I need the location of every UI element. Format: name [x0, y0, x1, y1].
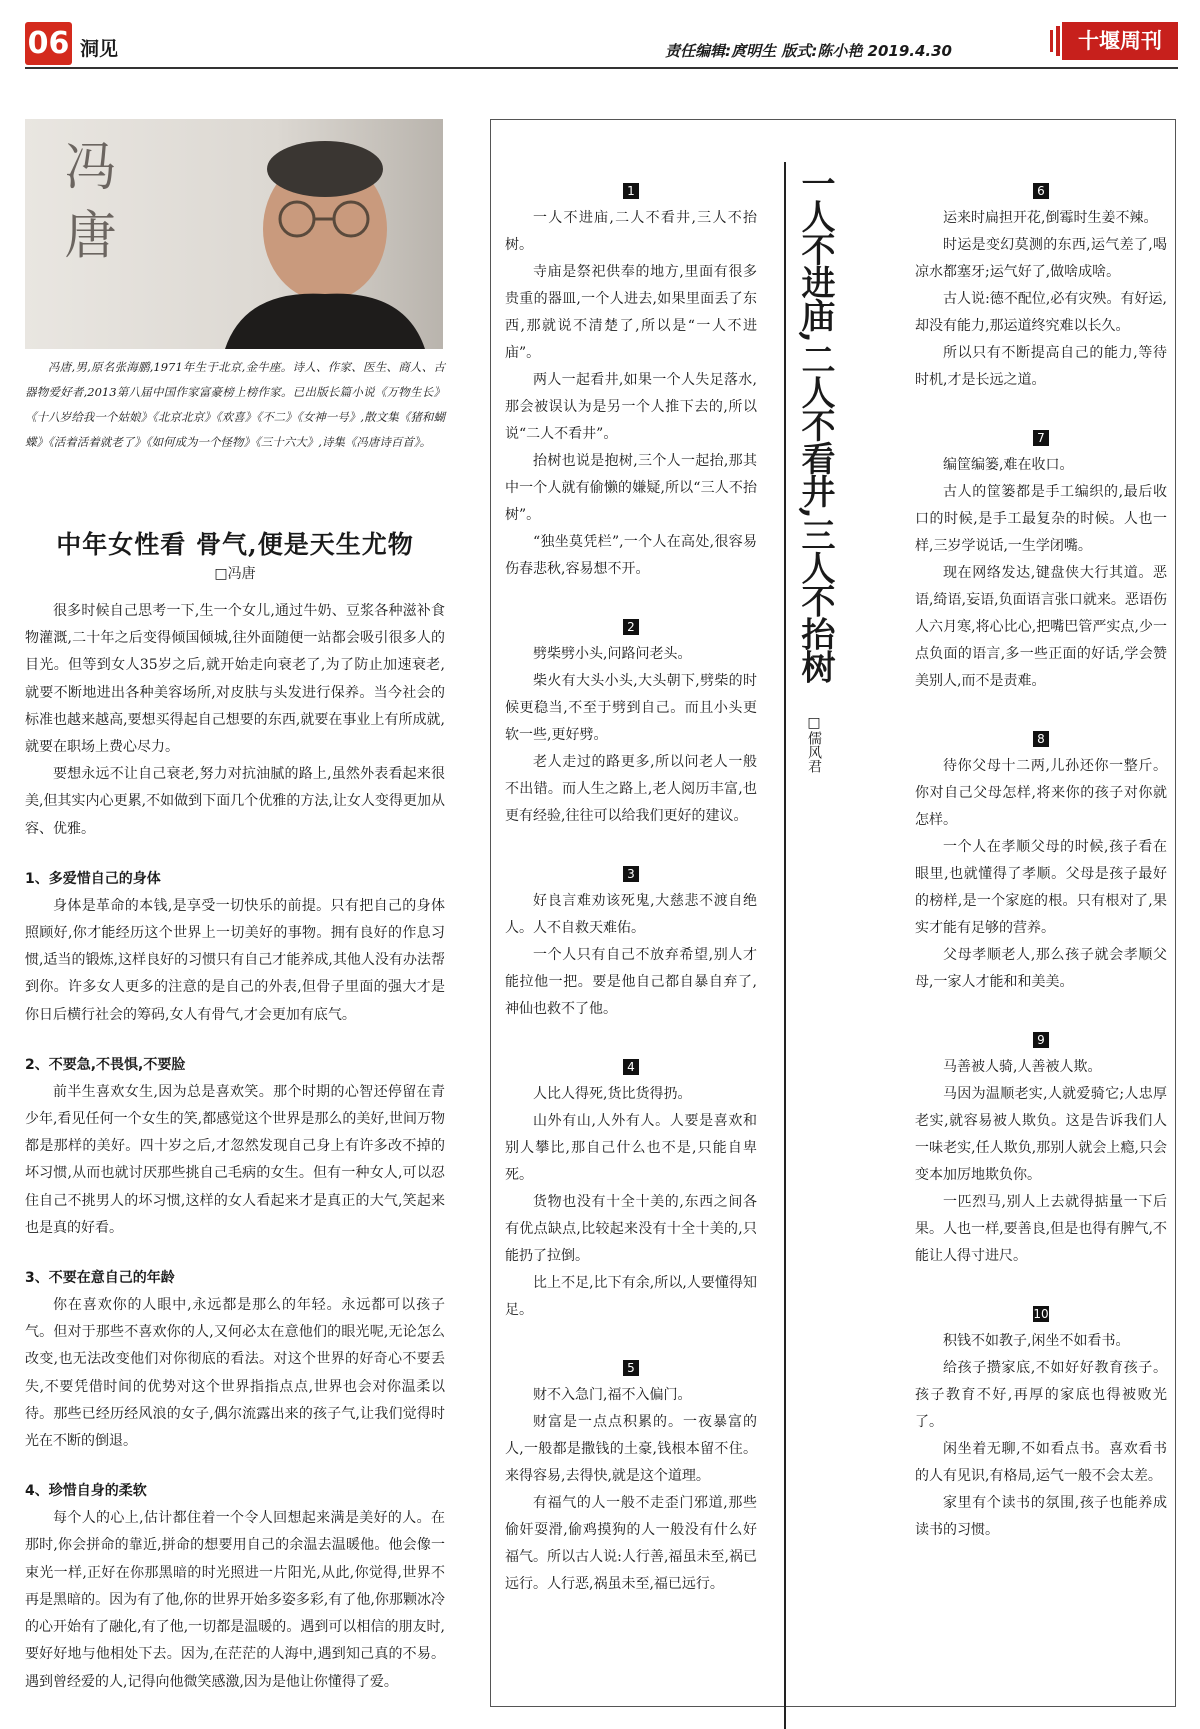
- proverb-number-badge: 3: [623, 866, 639, 882]
- proverb-number-badge: 10: [1033, 1307, 1049, 1321]
- masthead-logo: 十堰周刊: [1062, 22, 1178, 60]
- proverb-paragraph: 马善被人骑,人善被人欺。: [943, 1059, 1102, 1075]
- intro-paragraph: 要想永远不让自己衰老,努力对抗油腻的路上,虽然外表看起来很美,但其实内心更累,不如做到下面几个优雅的方法,让女人变得更加从容、优雅。: [25, 766, 445, 837]
- article-body: [25, 598, 445, 1696]
- proverb-paragraph: 现在网络发达,键盘侠大行其道。恶语,绮语,妄语,负面语言张口就来。恶语伤人六月寒,将心比心,把嘴巴管严实点,少一点负面的语言,多一些正面的好话,学会赞美别人,而不是责难。: [915, 565, 1167, 689]
- proverb-paragraph: 时运是变幻莫测的东西,运气差了,喝凉水都塞牙;运气好了,做啥成啥。: [915, 237, 1167, 280]
- proverb-paragraph: 所以只有不断提高自己的能力,等待时机,才是长远之道。: [915, 345, 1167, 388]
- proverb-number-badge: 2: [623, 619, 639, 635]
- page-number: 06: [25, 22, 72, 65]
- section-heading: 3、不要在意自己的年龄: [25, 1270, 175, 1287]
- proverb-paragraph: 编筐编篓,难在收口。: [943, 457, 1074, 473]
- proverb-paragraph: 有福气的人一般不走歪门邪道,那些偷奸耍滑,偷鸡摸狗的人一般没有什么好福气。所以古人说:人行善,福虽未至,祸已远行。人行恶,祸虽未至,福已远行。: [505, 1495, 757, 1592]
- proverb-paragraph: 好良言难劝该死鬼,大慈悲不渡自绝人。人不自救天难佑。: [505, 893, 757, 936]
- proverb-paragraph: 人比人得死,货比货得扔。: [533, 1086, 692, 1102]
- proverb-block: [915, 183, 1167, 394]
- proverb-paragraph: “独坐莫凭栏”,一个人在高处,很容易伤春悲秋,容易想不开。: [505, 534, 757, 577]
- proverbs-column-2: [915, 183, 1167, 1580]
- section-paragraph: 每个人的心上,估计都住着一个令人回想起来满是美好的人。在那时,你会拼命的靠近,拼命的想要用自己的余温去温暖他。他会像一束光一样,正好在你那黑暗的时光照进一片阳光,从此,你觉得,世界不再是黑暗的。因为有了他,你的世界开始多姿多彩,有了他,你那颗冰冷的心开始有了融化,有了他,一切都是温暖的。遇到可以相信的朋友时,要好好地与他相处下去。因为,在茫茫的人海中,遇到知己真的不易。遇到曾经爱的人,记得向他微笑感激,因为是他让你懂得了爱。: [25, 1510, 445, 1690]
- proverb-paragraph: 待你父母十二两,儿孙还你一整斤。你对自己父母怎样,将来你的孩子对你就怎样。: [915, 758, 1167, 828]
- proverb-paragraph: 一匹烈马,别人上去就得掂量一下后果。人也一样,要善良,但是也得有脾气,不能让人得寸进尺。: [915, 1194, 1167, 1264]
- proverb-paragraph: 马因为温顺老实,人就爱骑它;人忠厚老实,就容易被人欺负。这是告诉我们人一味老实,任人欺负,那别人就会上瘾,只会变本加厉地欺负你。: [915, 1086, 1167, 1183]
- proverb-paragraph: 财不入急门,福不入偏门。: [533, 1387, 692, 1403]
- author-caption: [25, 355, 445, 455]
- proverb-block: [915, 731, 1167, 996]
- section-heading: 2、不要急,不畏惧,不要脸: [25, 1056, 186, 1073]
- section-heading: 4、珍惜自身的柔软: [25, 1483, 147, 1500]
- proverb-block: [505, 619, 757, 830]
- editor-credits: 责任编辑:庹明生 版式:陈小艳 2019.4.30: [665, 42, 952, 60]
- proverb-block: [505, 1360, 757, 1598]
- proverb-paragraph: 两人一起看井,如果一个人失足落水,那会被误认为是另一个人推下去的,所以说“二人不看井”。: [505, 372, 757, 442]
- section-paragraph: 身体是革命的本钱,是享受一切快乐的前提。只有把自己的身体照顾好,你才能经历这个世界上一切美好的事物。拥有良好的作息习惯,适当的锻炼,这样良好的习惯只有自己才能养成,其他人没有办法帮到你。许多女人更多的注意的是自己的外表,但骨子里面的强大才是你日后横行社会的筹码,女人有骨气,才会更加有底气。: [25, 897, 445, 1023]
- section-name: 洞见: [80, 38, 119, 60]
- proverb-number-badge: 7: [1033, 430, 1049, 446]
- proverb-number-badge: 6: [1033, 183, 1049, 199]
- sidebar-title: 一人不进庙,二人不看井,三人不抬树: [795, 166, 835, 683]
- header-rule: [25, 67, 1178, 69]
- proverb-paragraph: 劈柴劈小头,问路问老头。: [533, 646, 692, 662]
- proverb-paragraph: 一人不进庙,二人不看井,三人不抬树。: [505, 210, 757, 253]
- proverb-block: [915, 1306, 1167, 1544]
- calligraphy-text: 冯 唐: [55, 139, 115, 260]
- proverb-paragraph: 运来时扁担开花,倒霉时生姜不辣。: [943, 210, 1158, 226]
- proverb-paragraph: 比上不足,比下有余,所以,人要懂得知足。: [505, 1275, 757, 1318]
- author-photo: [25, 119, 443, 349]
- section-paragraph: 前半生喜欢女生,因为总是喜欢笑。那个时期的心智还停留在青少年,看见任何一个女生的笑,都感觉这个世界是那么的美好,世间万物都是那样的美好。四十岁之后,才忽然发现自己身上有许多改不掉的坏习惯,从而也就讨厌那些挑自己毛病的女生。但有一种女人,可以忍住自己不挑男人的坏习惯,这样的女人看起来才是真正的大气,笑起来也是真的好看。: [25, 1083, 445, 1236]
- proverb-paragraph: 货物也没有十全十美的,东西之间各有优点缺点,比较起来没有十全十美的,只能扔了拉倒。: [505, 1194, 757, 1264]
- proverb-block: [915, 1032, 1167, 1270]
- proverb-paragraph: 父母孝顺老人,那么孩子就会孝顺父母,一家人才能和和美美。: [915, 947, 1167, 990]
- article-title: 中年女性看 骨气,便是天生尤物: [56, 530, 414, 559]
- proverb-number-badge: 9: [1033, 1032, 1049, 1048]
- proverb-block: [505, 866, 757, 1023]
- proverbs-column-1: [505, 183, 757, 1634]
- proverb-paragraph: 老人走过的路更多,所以问老人一般不出错。而人生之路上,老人阅历丰富,也更有经验,往往可以给我们更好的建议。: [505, 754, 757, 824]
- proverb-paragraph: 寺庙是祭祀供奉的地方,里面有很多贵重的器皿,一个人进去,如果里面丢了东西,那就说不清楚了,所以是“一人不进庙”。: [505, 264, 757, 361]
- section-heading: 1、多爱惜自己的身体: [25, 870, 161, 887]
- proverb-paragraph: 家里有个读书的氛围,孩子也能养成读书的习惯。: [915, 1495, 1167, 1538]
- section-paragraph: 你在喜欢你的人眼中,永远都是那么的年轻。永远都可以孩子气。但对于那些不喜欢你的人,又何必太在意他们的眼光呢,无论怎么改变,也无法改变他们对你彻底的看法。对这个世界的好奇心不要丢失,不要凭借时间的优势对这个世界指指点点,世界也会对你温柔以待。那些已经历经风浪的女子,偶尔流露出来的孩子气,让我们觉得时光在不断的倒退。: [25, 1297, 445, 1450]
- title-rule: [784, 162, 786, 1729]
- proverb-paragraph: 闲坐着无聊,不如看点书。喜欢看书的人有见识,有格局,运气一般不会太差。: [915, 1441, 1167, 1484]
- proverb-number-badge: 4: [623, 1059, 639, 1075]
- proverb-block: [915, 430, 1167, 695]
- proverb-number-badge: 8: [1033, 731, 1049, 747]
- intro-paragraph: 很多时候自己思考一下,生一个女儿,通过牛奶、豆浆各种滋补食物灌溉,二十年之后变得倾国倾城,往外面随便一站都会吸引很多人的目光。但等到女人35岁之后,就开始走向衰老了,为了防止加速衰老,就要不断地进出各种美容场所,对皮肤与头发进行保养。当今社会的标准也越来越高,要想买得起自己想要的东西,就要在事业上有所成就,就要在职场上费心尽力。: [25, 603, 445, 756]
- proverb-paragraph: 柴火有大头小头,大头朝下,劈柴的时候更稳当,不至于劈到自己。而且小头更软一些,更好劈。: [505, 673, 757, 743]
- proverb-paragraph: 给孩子攒家底,不如好好教育孩子。孩子教育不好,再厚的家底也得被败光了。: [915, 1360, 1167, 1430]
- proverb-paragraph: 古人的筐篓都是手工编织的,最后收口的时候,是手工最复杂的时候。人也一样,三岁学说话,一生学闭嘴。: [915, 484, 1167, 554]
- proverb-number-badge: 1: [623, 183, 639, 199]
- proverb-paragraph: 一个人在孝顺父母的时候,孩子看在眼里,也就懂得了孝顺。父母是孩子最好的榜样,是一个家庭的根。只有根对了,果实才能有足够的营养。: [915, 839, 1167, 936]
- proverb-block: [505, 1059, 757, 1324]
- article-byline: □冯唐: [214, 566, 256, 582]
- proverb-paragraph: 古人说:德不配位,必有灾殃。有好运,却没有能力,那运道终究难以长久。: [915, 291, 1167, 334]
- proverb-paragraph: 积钱不如教子,闲坐不如看书。: [943, 1333, 1130, 1349]
- proverb-paragraph: 抬树也说是抱树,三个人一起抬,那其中一个人就有偷懒的嫌疑,所以“三人不抬树”。: [505, 453, 757, 523]
- proverb-number-badge: 5: [623, 1360, 639, 1376]
- proverb-paragraph: 一个人只有自己不放弃希望,别人才能拉他一把。要是他自己都自暴自弃了,神仙也救不了他。: [505, 947, 757, 1017]
- proverb-paragraph: 山外有山,人外有人。人要是喜欢和别人攀比,那自己什么也不是,只能自卑死。: [505, 1113, 757, 1183]
- caption-text: 冯唐,男,原名张海鹏,1971年生于北京,金牛座。诗人、作家、医生、商人、古器物爱好者,2013第八届中国作家富豪榜上榜作家。已出版长篇小说《万物生长》《十八岁给我一个姑娘》《北京北京》《欢喜》《不二》《女神一号》,散文集《猪和蝴蝶》《活着活着就老了》《如何成为一个怪物》《三十六大》,诗集《冯唐诗百首》。: [25, 360, 445, 449]
- proverb-paragraph: 财富是一点点积累的。一夜暴富的人,一般都是撒钱的土豪,钱根本留不住。来得容易,去得快,就是这个道理。: [505, 1414, 757, 1484]
- sidebar-byline: □儒风君: [806, 715, 822, 773]
- proverb-block: [505, 183, 757, 583]
